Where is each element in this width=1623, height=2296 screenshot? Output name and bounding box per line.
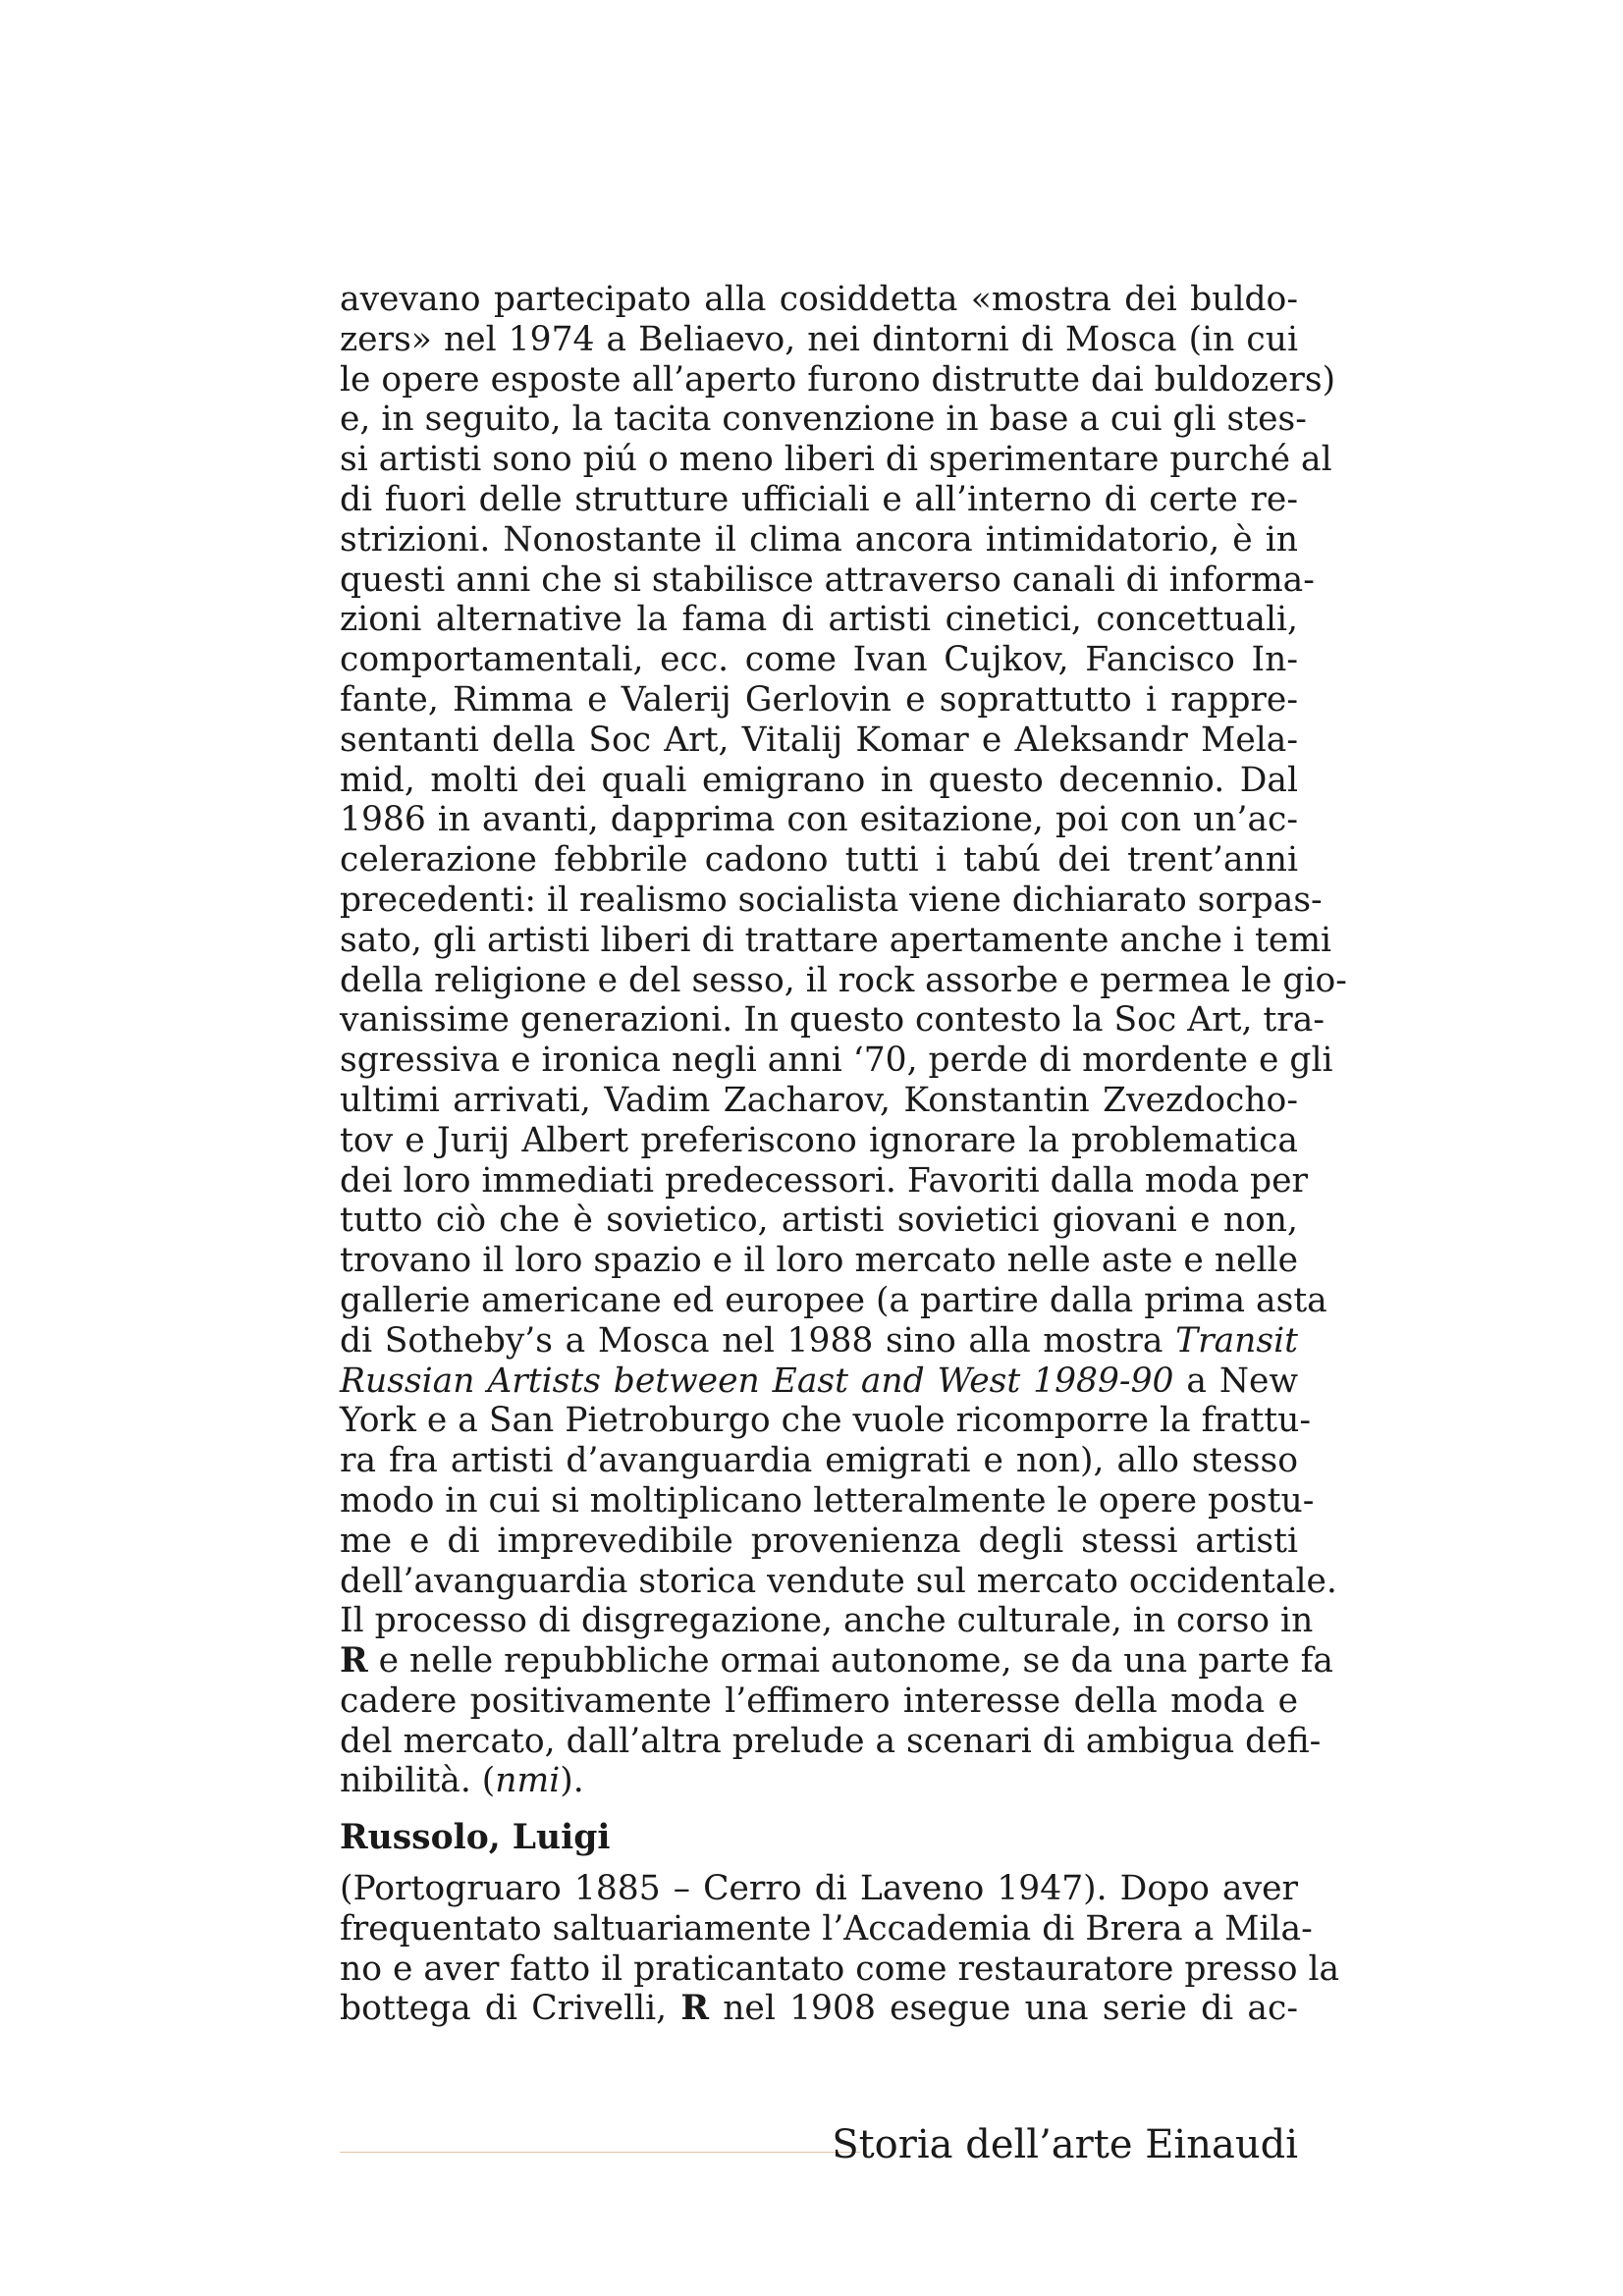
footer-divider [340,2152,860,2153]
text-line: sgressiva e ironica negli anni ‘70, perde di mordente e gli [340,1041,1333,1081]
text-segment: e nelle repubbliche ormai autonome, se da una parte fa [367,1641,1333,1682]
text-line: si artisti sono piú o meno liberi di sperimentare purché al [340,440,1332,480]
text-line: (Portogruaro 1885 – Cerro di Laveno 1947). Dopo aver [340,1869,1298,1908]
text-line: tov e Jurij Albert preferiscono ignorare la problematica [340,1120,1298,1160]
text-line: precedenti: il realismo socialista viene dichiarato sorpas- [340,880,1323,920]
text-line: questi anni che si stabilisce attraverso canali di informa- [340,560,1315,600]
text-line: zioni alternative la fama di artisti cinetici, concettuali, [340,600,1298,640]
text-line: mid, molti dei quali emigrano in questo decennio. Dal [340,760,1298,800]
text-line: no e aver fatto il praticantato come restauratore presso la [340,1949,1340,1989]
text-line: sentanti della Soc Art, Vitalij Komar e Aleksandr Mela- [340,720,1298,760]
text-line: le opere esposte all’aperto furono distrutte dai buldozers) [340,359,1336,400]
text-line: ultimi arrivati, Vadim Zacharov, Konstantin Zvezdocho- [340,1080,1298,1120]
entry-abbreviation-bold: R [680,1989,709,2029]
text-line: trovano il loro spazio e il loro mercato nelle aste e nelle [340,1241,1298,1281]
text-line [340,1989,1298,2029]
article-body [340,280,1347,1801]
text-segment: bottega di Crivelli, [340,1989,681,2029]
entry-heading: Russolo, Luigi [340,1818,611,1857]
text-line: strizioni. Nonostante il clima ancora intimidatorio, è in [340,519,1298,560]
text-line: zers» nel 1974 a Beliaevo, nei dintorni di Mosca (in cui [340,319,1298,359]
text-segment: ). [560,1761,584,1801]
text-line [340,1761,1298,1801]
footer-title: Storia dell’arte Einaudi [832,2122,1298,2167]
text-line: sato, gli artisti liberi di trattare apertamente anche i temi [340,920,1332,960]
text-line: comportamentali, ecc. come Ivan Cujkov, Fancisco In- [340,640,1298,680]
text-line: gallerie americane ed europee (a partire dalla prima asta [340,1280,1327,1320]
text-line: dei loro immediati predecessori. Favoriti dalla moda per [340,1160,1309,1201]
text-line: Il processo di disgregazione, anche culturale, in corso in [340,1601,1314,1641]
text-line: me e di imprevedibile provenienza degli stessi artisti [340,1521,1298,1561]
text-line: del mercato, dall’altra prelude a scenari di ambigua defi- [340,1721,1322,1761]
text-line [340,1321,1298,1362]
text-segment: nel 1908 esegue una serie di ac- [709,1989,1298,2029]
text-segment: nibilità. ( [340,1761,496,1801]
text-line: modo in cui si moltiplicano letteralmente le opere postu- [340,1480,1315,1521]
author-initials: nmi [495,1761,561,1801]
text-line: dell’avanguardia storica vendute sul mercato occidentale. [340,1561,1337,1601]
text-line [340,1362,1298,1402]
text-line: e, in seguito, la tacita convenzione in base a cui gli stes- [340,400,1307,440]
text-line: cadere positivamente l’effimero interesse della moda e [340,1681,1298,1721]
text-line: 1986 in avanti, dapprima con esitazione, poi con un’ac- [340,800,1298,840]
text-line: fante, Rimma e Valerij Gerlovin e soprattutto i rappre- [340,679,1298,720]
text-segment: a New [1173,1361,1298,1401]
exhibition-title-italic: Russian Artists between East and West 1989-90 [340,1361,1174,1401]
text-segment: di Sotheby’s a Mosca nel 1988 sino alla mostra [340,1320,1176,1361]
text-line: ra fra artisti d’avanguardia emigrati e non), allo stesso [340,1441,1298,1481]
text-line: celerazione febbrile cadono tutti i tabú dei trent’anni [340,840,1298,881]
exhibition-title-italic: Transit [1175,1320,1298,1361]
entry-russolo [340,1818,1340,2029]
text-line: di fuori delle strutture ufficiali e all’interno di certe re- [340,479,1298,519]
text-line: York e a San Pietroburgo che vuole ricomporre la frattu- [340,1401,1312,1441]
entry-abbreviation-bold: R [340,1641,368,1682]
text-line: della religione e del sesso, il rock assorbe e permea le gio- [340,960,1347,1000]
text-line: vanissime generazioni. In questo contesto la Soc Art, tra- [340,1000,1325,1041]
text-line: avevano partecipato alla cosiddetta «mostra dei buldo- [340,280,1298,319]
text-line: frequentato saltuariamente l’Accademia di Brera a Mila- [340,1908,1313,1949]
text-line [340,1641,1333,1682]
text-line: tutto ciò che è sovietico, artisti sovietici giovani e non, [340,1201,1298,1241]
